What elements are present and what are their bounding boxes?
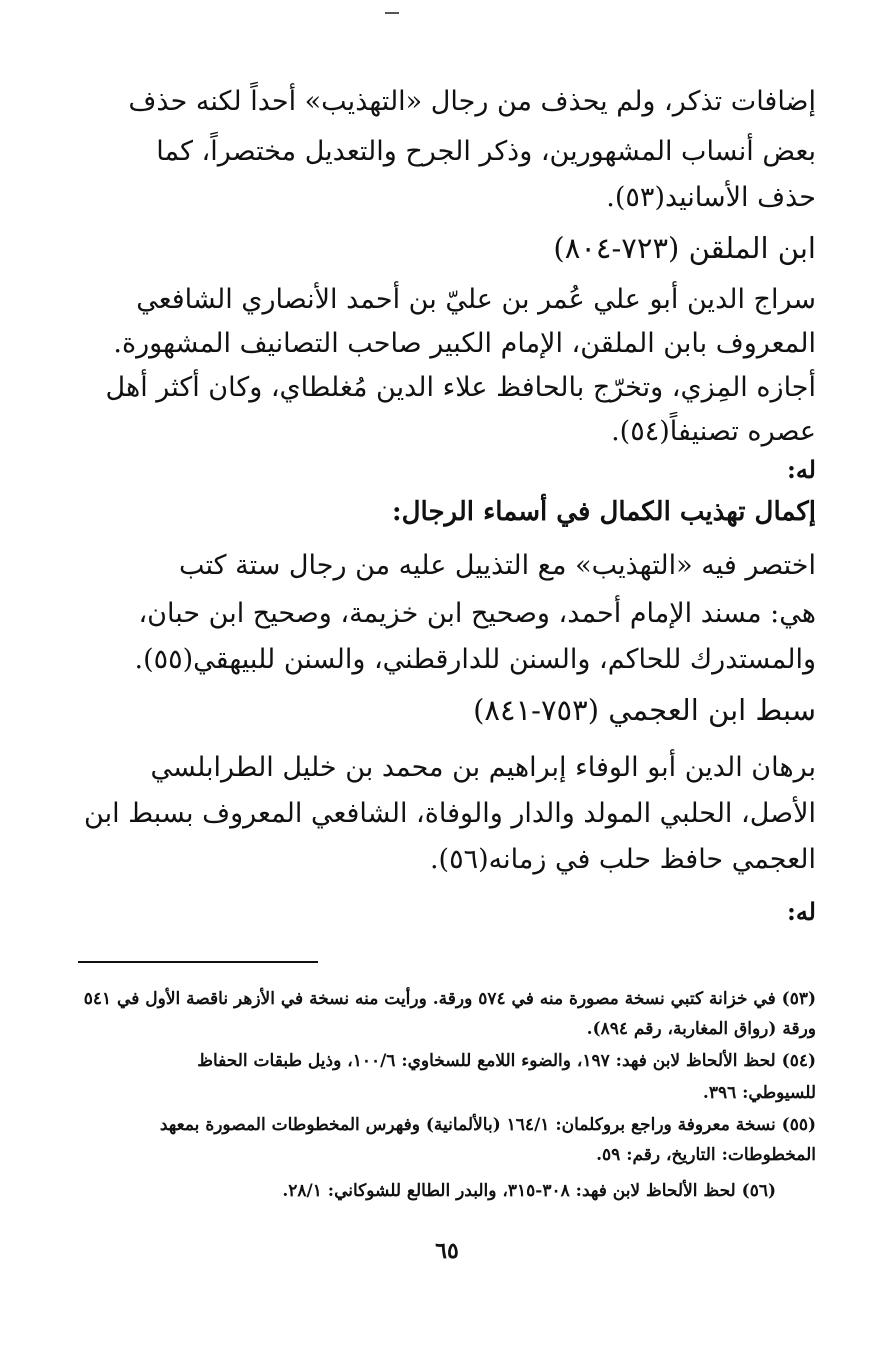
lahu-label: له: [786, 897, 816, 926]
body-line: حذف الأسانيد(٥٣). [606, 182, 816, 213]
footnote-separator [78, 961, 318, 963]
footnote-line: المخطوطات: التاريخ، رقم: ٥٩. [596, 1145, 816, 1165]
body-line: والمستدرك للحاكم، والسنن للدارقطني، والسنن للبيهقي(٥٥). [134, 644, 816, 675]
footnote-line: (٥٦) لحظ الألحاظ لابن فهد: ٣٠٨-٣١٥، والبدر الطالع للشوكاني: ٢٨/١. [282, 1181, 776, 1201]
body-line: سراج الدين أبو علي عُمر بن عليّ بن أحمد الأنصاري الشافعي [136, 284, 816, 315]
body-line: المعروف بابن الملقن، الإمام الكبير صاحب التصانيف المشهورة. [113, 328, 816, 359]
book-title-heading: إكمال تهذيب الكمال في أسماء الرجال: [392, 497, 816, 527]
body-line: أجازه المِزي، وتخرّج بالحافظ علاء الدين مُغلطاي، وكان أكثر أهل [105, 372, 816, 403]
scan-mark [385, 12, 399, 14]
body-line: الأصل، الحلبي المولد والدار والوفاة، الشافعي المعروف بسبط ابن [84, 798, 816, 829]
footnote-line: (٥٤) لحظ الألحاظ لابن فهد: ١٩٧، والضوء اللامع للسخاوي: ١٠٠/٦، وذيل طبقات الحفاظ [197, 1051, 816, 1071]
body-line: هي: مسند الإمام أحمد، وصحيح ابن خزيمة، وصحيح ابن حبان، [138, 598, 816, 629]
body-line: عصره تصنيفاً(٥٤). [611, 416, 816, 447]
body-line: بعض أنساب المشهورين، وذكر الجرح والتعديل مختصراً، كما [156, 136, 816, 167]
lahu-label: له: [786, 455, 816, 484]
page-number: ٦٥ [435, 1238, 459, 1264]
biography-heading-ibn-al-mulaqqin: ابن الملقن (٧٢٣-٨٠٤) [553, 231, 816, 265]
body-line: إضافات تذكر، ولم يحذف من رجال «التهذيب» أحداً لكنه حذف [128, 86, 816, 117]
body-line: اختصر فيه «التهذيب» مع التذييل عليه من رجال ستة كتب [179, 550, 816, 581]
body-line: برهان الدين أبو الوفاء إبراهيم بن محمد بن خليل الطرابلسي [150, 752, 816, 783]
footnote-line: ورقة (رواق المغاربة، رقم ٨٩٤). [586, 1019, 816, 1039]
footnote-line: للسيوطي: ٣٩٦. [702, 1083, 816, 1103]
footnote-line: (٥٣) في خزانة كتبي نسخة مصورة منه في ٥٧٤ ورقة. ورأيت منه نسخة في الأزهر ناقصة الأول في ٥٤١ [83, 989, 816, 1009]
biography-heading-sibt-ibn-al-ajami: سبط ابن العجمي (٧٥٣-٨٤١) [473, 693, 816, 727]
body-line: العجمي حافظ حلب في زمانه(٥٦). [429, 844, 816, 875]
footnote-line: (٥٥) نسخة معروفة وراجع بروكلمان: ١٦٤/١ (بالألمانية) وفهرس المخطوطات المصورة بمعهد [159, 1115, 816, 1135]
